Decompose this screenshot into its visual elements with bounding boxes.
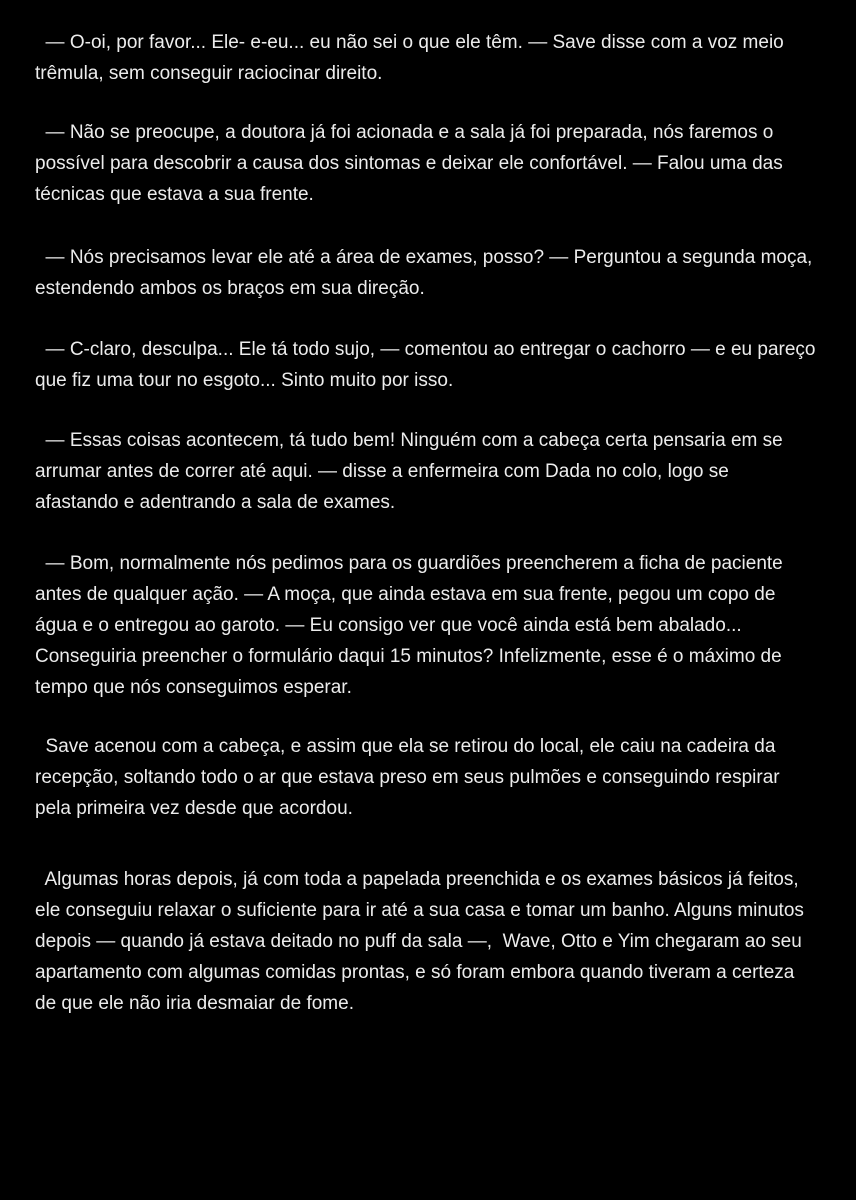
text-line: Save acenou com a cabeça, e assim que ela se retirou do local, ele caiu na cadeira da	[35, 736, 776, 757]
text-line: — O-oi, por favor... Ele- e-eu... eu não sei o que ele têm. — Save disse com a voz meio	[35, 32, 784, 53]
text-line: tempo que nós conseguimos esperar.	[35, 677, 352, 698]
text-line: — C-claro, desculpa... Ele tá todo sujo, — comentou ao entregar o cachorro — e eu pareço	[35, 339, 816, 360]
text-line: apartamento com algumas comidas prontas, e só foram embora quando tiveram a certeza	[35, 962, 795, 983]
text-line: — Não se preocupe, a doutora já foi acionada e a sala já foi preparada, nós faremos o	[35, 122, 774, 143]
paragraph	[35, 242, 825, 304]
text-line: afastando e adentrando a sala de exames.	[35, 492, 396, 513]
text-line: — Essas coisas acontecem, tá tudo bem! Ninguém com a cabeça certa pensaria em se	[35, 430, 783, 451]
paragraph	[35, 334, 825, 396]
text-line: possível para descobrir a causa dos sintomas e deixar ele confortável. — Falou uma das	[35, 153, 783, 174]
text-line: antes de qualquer ação. — A moça, que ainda estava em sua frente, pegou um copo de	[35, 584, 776, 605]
paragraph	[35, 117, 825, 210]
text-line: de que ele não iria desmaiar de fome.	[35, 993, 354, 1014]
text-line: arrumar antes de correr até aqui. — disse a enfermeira com Dada no colo, logo se	[35, 461, 729, 482]
text-line: pela primeira vez desde que acordou.	[35, 798, 353, 819]
paragraph	[35, 425, 825, 518]
text-line: recepção, soltando todo o ar que estava preso em seus pulmões e conseguindo respirar	[35, 767, 780, 788]
paragraph	[35, 731, 825, 824]
paragraph	[35, 864, 825, 1019]
text-line: trêmula, sem conseguir raciocinar direito.	[35, 63, 383, 84]
text-line: — Bom, normalmente nós pedimos para os guardiões preencherem a ficha de paciente	[35, 553, 783, 574]
text-line: ele conseguiu relaxar o suficiente para ir até a sua casa e tomar um banho. Alguns minutos	[35, 900, 804, 921]
paragraph	[35, 548, 825, 703]
paragraph	[35, 27, 825, 89]
text-line: que fiz uma tour no esgoto... Sinto muito por isso.	[35, 370, 454, 391]
text-line: Algumas horas depois, já com toda a papelada preenchida e os exames básicos já feitos,	[35, 869, 799, 890]
text-line: técnicas que estava a sua frente.	[35, 184, 314, 205]
text-line: água e o entregou ao garoto. — Eu consigo ver que você ainda está bem abalado...	[35, 615, 742, 636]
text-line: — Nós precisamos levar ele até a área de exames, posso? — Perguntou a segunda moça,	[35, 247, 813, 268]
text-line: depois — quando já estava deitado no puff da sala —, Wave, Otto e Yim chegaram ao seu	[35, 931, 802, 952]
text-line: estendendo ambos os braços em sua direção.	[35, 278, 425, 299]
text-line: Conseguiria preencher o formulário daqui 15 minutos? Infelizmente, esse é o máximo de	[35, 646, 782, 667]
